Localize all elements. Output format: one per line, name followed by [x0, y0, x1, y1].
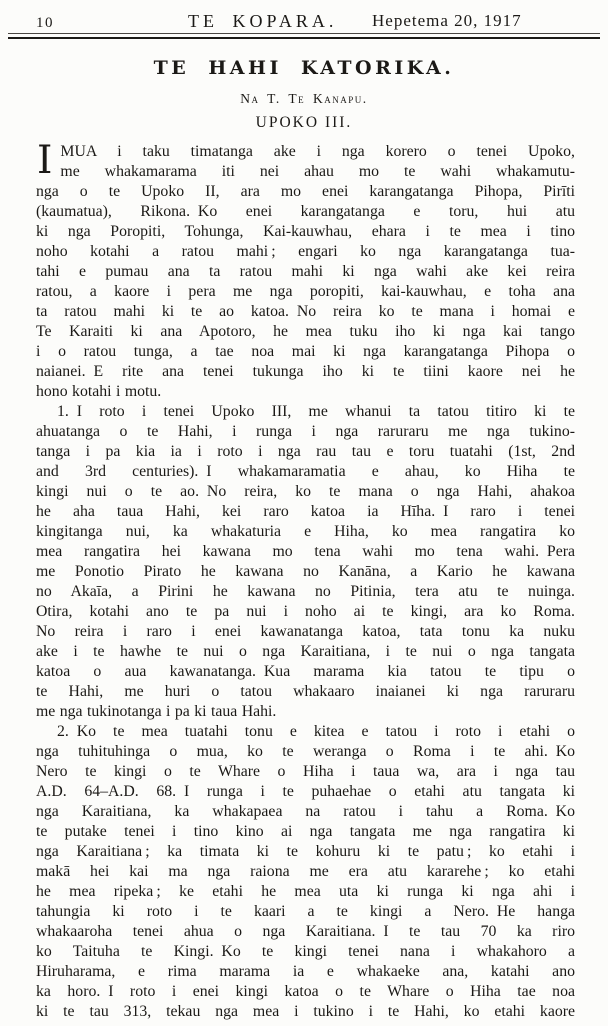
- text-line: kingi nui o te ao. No reira, ko te mana o nga Hahi, ahakoa: [36, 483, 575, 500]
- text-line: ki nga Poropiti, Tohunga, Kai-kauwhau, ehara i te mea i tino: [36, 223, 575, 240]
- text-line: tahungia ki roto i te kaari a te kingi a Nero. He hanga: [36, 903, 575, 920]
- drop-cap: I: [37, 138, 53, 183]
- article-byline: Na T. Te Kanapu.: [240, 91, 368, 106]
- article-title: TE HAHI KATORIKA.: [153, 57, 455, 79]
- text-line: he aha taua Hahi, kei raro katoa ia Hīha. I raro i tenei: [36, 503, 575, 520]
- text-line: he mea ripeka ; ke etahi he mea uta ki runga ki nga ahi i: [36, 883, 575, 900]
- text-line: me nga tukinotanga i pa ki taua Hahi.: [36, 703, 277, 720]
- text-line: tahi e pumau ana ta ratou mahi ki nga wahi ake kei reira: [36, 263, 575, 280]
- text-line: i o ratou tunga, a tae noa mai ki nga karangatanga Pihopa o: [36, 343, 575, 360]
- text-line: me Ponotio Pirato he kawana no Kanāna, a Kario he kawana: [36, 563, 575, 580]
- page-header: [0, 0, 608, 40]
- page-number: 10: [36, 15, 54, 31]
- text-line: te Hahi, me huri o tatou whakaaro inaianei ki nga raruraru: [36, 683, 575, 700]
- text-line: me whakamarama iti nei ahau mo te wahi whakamutu-: [60, 163, 575, 180]
- text-line: noho kotahi a ratou mahi ; engari ko nga karangatanga tua-: [36, 243, 575, 260]
- paragraph: [36, 722, 575, 1022]
- chapter-heading: UPOKO III.: [255, 114, 353, 131]
- text-line: ko Taituha te Kingi. Ko te kingi tenei nana i whakahoro a: [36, 943, 575, 960]
- text-line: no Akaīa, a Pirini he kawana no Pitinia, tera atu te nuinga.: [36, 583, 575, 600]
- text-line: kingitanga nui, ka whakaturia e Hiha, ko mea rangatira ko: [36, 523, 575, 540]
- header-rule: [8, 33, 600, 39]
- text-line: tanga i pa kia ia i roto i nga rau tau e toru tuatahi (1st, 2nd: [36, 443, 575, 460]
- text-line: ake i te hawhe te nui o nga Karaitiana, i te nui o nga tangata: [36, 643, 575, 660]
- text-line: A.D. 64–A.D. 68. I runga i te puhaehae o etahi atu tangata ki: [36, 783, 575, 800]
- text-line: (kaumatua), Rikona. Ko enei karangatanga e toru, hui atu: [36, 203, 575, 220]
- paragraph: [36, 138, 575, 402]
- text-line: Nero te kingi o te Whare o Hiha i taua wa, ara i nga tau: [36, 763, 575, 780]
- article-body: [36, 138, 575, 1022]
- text-line: nga o te Upoko II, ara mo enei karangatanga Pihopa, Pirīti: [36, 183, 575, 200]
- text-line: makā hei kai ma nga raiona me era atu kararehe ; ko etahi: [36, 863, 575, 880]
- text-line: Te Karaiti ki ana Apotoro, he mea tuku iho ki nga kai tango: [36, 323, 575, 340]
- text-line: 2. Ko te mea tuatahi tonu e kitea e tatou i roto i etahi o: [57, 723, 575, 740]
- text-line: Otira, kotahi ano te pa nui i noho ai te kingi, ara ko Roma.: [36, 603, 575, 620]
- text-line: ta ratou mahi ki te ao katoa. No reira ko te mana i homai e: [36, 303, 575, 320]
- text-line: ki te tau 313, tekau nga mea i tukino i te Hahi, ko etahi kaore: [36, 1003, 575, 1020]
- paragraph: [36, 402, 575, 722]
- issue-date: Hepetema 20, 1917: [372, 11, 522, 30]
- text-line: nga Karaitiana, ka whakapaea na ratou i tahu a Roma. Ko: [36, 803, 575, 820]
- text-line: ka horo. I roto i enei kingi katoa o te Whare o Hiha tae noa: [36, 983, 575, 1000]
- text-line: No reira i raro i enei kawanatanga katoa, tata tonu ka nuku: [36, 623, 575, 640]
- text-line: ratou, a kaore i pera me nga poropiti, kai-kauwhau, e toha ana: [36, 283, 575, 300]
- text-line: katoa o aua kawanatanga. Kua marama kia tatou te tipu o: [36, 663, 575, 680]
- text-line: nga tuhituhinga o mua, ko te weranga o Roma i te ahi. Ko: [36, 743, 575, 760]
- text-line: and 3rd centuries). I whakamaramatia e ahau, ko Hiha te: [36, 463, 575, 480]
- text-line: te putake tenei i tino kino ai nga tangata me nga rangatira ki: [36, 823, 575, 840]
- text-line: Hiruharama, e rima marama ia e whakaeke ana, katahi ano: [36, 963, 575, 980]
- text-line: ahuatanga o te Hahi, i runga i nga raruraru me nga tukino-: [36, 423, 575, 440]
- text-line: hono kotahi i motu.: [36, 383, 162, 400]
- masthead: TE KOPARA.: [188, 11, 338, 31]
- text-line: mea rangatira hei kawana mo tena wahi mo tena wahi. Pera: [36, 543, 575, 560]
- text-line: naianei. E rite ana tenei tukunga iho ki te tiini kaore nei he: [36, 363, 575, 380]
- text-line: nga Karaitiana ; ka timata ki te kohuru ki te patu ; ko etahi i: [36, 843, 575, 860]
- text-line: whakaaroha tenei ahua o nga Karaitiana. I te tau 70 ka riro: [36, 923, 575, 940]
- text-line: MUA i taku timatanga ake i nga korero o tenei Upoko,: [60, 143, 575, 160]
- text-line: 1. I roto i tenei Upoko III, me whanui ta tatou titiro ki te: [57, 403, 575, 420]
